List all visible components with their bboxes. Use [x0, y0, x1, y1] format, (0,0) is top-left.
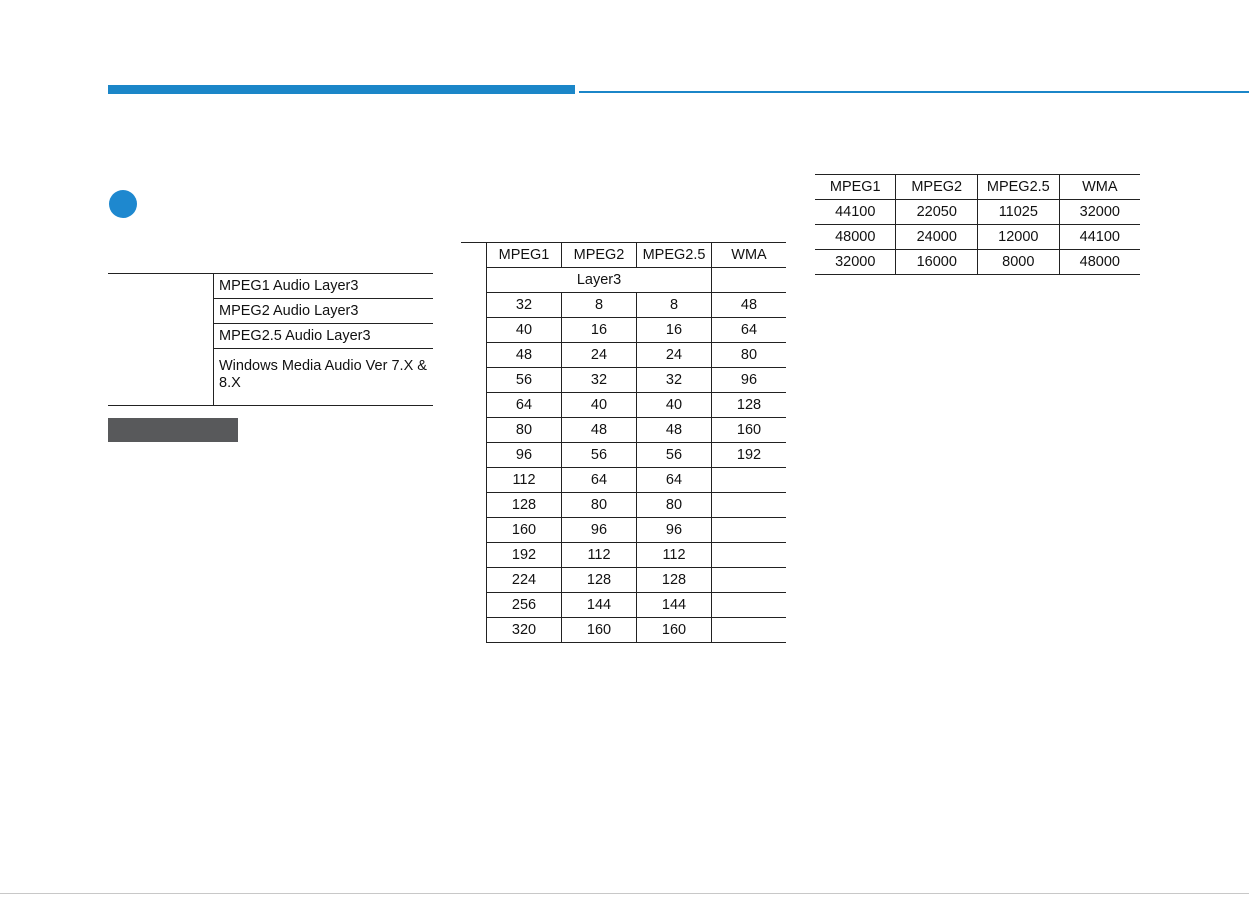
table-row: [108, 274, 433, 299]
table-row: [461, 418, 786, 443]
table-cell: [712, 493, 787, 518]
table-cell: 320: [487, 618, 562, 643]
table-cell: 32000: [1059, 200, 1140, 225]
table-cell: 44100: [815, 200, 896, 225]
table-cell: 96: [487, 443, 562, 468]
header-cell: MPEG1: [487, 243, 562, 268]
table-cell: 48: [637, 418, 712, 443]
table-row: [461, 343, 786, 368]
table-cell: 160: [637, 618, 712, 643]
format-cell: MPEG2.5 Audio Layer3: [214, 324, 434, 349]
table-row: [461, 368, 786, 393]
table-cell: 22050: [896, 200, 977, 225]
table-row: [815, 225, 1140, 250]
header-cell: MPEG2.5: [977, 175, 1059, 200]
table-cell: 160: [562, 618, 637, 643]
table-row: [461, 393, 786, 418]
table-cell: 12000: [977, 225, 1059, 250]
table-cell: 32: [487, 293, 562, 318]
table-row: [461, 618, 786, 643]
header-cell: WMA: [1059, 175, 1140, 200]
table-cell: 64: [637, 468, 712, 493]
table-cell: 128: [637, 568, 712, 593]
table-row: [461, 318, 786, 343]
table-cell: [712, 593, 787, 618]
table-cell: 144: [562, 593, 637, 618]
table-cell: 24: [637, 343, 712, 368]
layer-label-cell: Layer3: [487, 268, 712, 293]
page-bottom-rule: [0, 893, 1249, 894]
table-cell: 32: [562, 368, 637, 393]
table-cell: 80: [487, 418, 562, 443]
table-cell: 8000: [977, 250, 1059, 275]
table-cell: [712, 468, 787, 493]
table-cell: 48000: [815, 225, 896, 250]
table-cell: [712, 518, 787, 543]
table-row: [461, 293, 786, 318]
table-cell: 256: [487, 593, 562, 618]
table-header-row: [461, 243, 786, 268]
table-cell: 11025: [977, 200, 1059, 225]
table-cell: 112: [562, 543, 637, 568]
table-cell: 64: [487, 393, 562, 418]
table-row: [815, 200, 1140, 225]
table-cell: 56: [487, 368, 562, 393]
table-cell: 40: [487, 318, 562, 343]
table-cell: 112: [487, 468, 562, 493]
table-cell: [712, 568, 787, 593]
table-row: [461, 493, 786, 518]
header-cell: MPEG2: [562, 243, 637, 268]
table-row: [461, 443, 786, 468]
table-cell: 192: [712, 443, 787, 468]
table-row: [461, 543, 786, 568]
table-cell: 32000: [815, 250, 896, 275]
table-cell: 112: [637, 543, 712, 568]
table-cell: 144: [637, 593, 712, 618]
table-header-row: [815, 175, 1140, 200]
format-cell: Windows Media Audio Ver 7.X & 8.X: [214, 349, 434, 406]
section-tag-bar: [108, 418, 238, 442]
table-row: [461, 468, 786, 493]
format-cell: MPEG1 Audio Layer3: [214, 274, 434, 299]
table-cell: 8: [562, 293, 637, 318]
table-cell: 128: [562, 568, 637, 593]
table-cell: 24000: [896, 225, 977, 250]
section-bullet-icon: [109, 190, 137, 218]
header-accent-bar: [108, 85, 575, 94]
header-cell: MPEG2.5: [637, 243, 712, 268]
table-cell: 44100: [1059, 225, 1140, 250]
table-row: [461, 568, 786, 593]
table-cell: [712, 618, 787, 643]
header-cell: MPEG2: [896, 175, 977, 200]
format-label-cell: [108, 274, 214, 406]
table-cell: 16: [562, 318, 637, 343]
table-subheader-row: [461, 268, 786, 293]
format-cell: MPEG2 Audio Layer3: [214, 299, 434, 324]
table-cell: 160: [712, 418, 787, 443]
table-cell: 56: [637, 443, 712, 468]
table-cell: 224: [487, 568, 562, 593]
table-cell: 128: [712, 393, 787, 418]
header-cell: MPEG1: [815, 175, 896, 200]
table-cell: 80: [562, 493, 637, 518]
table-cell: 96: [637, 518, 712, 543]
table-cell: 32: [637, 368, 712, 393]
header-cell: WMA: [712, 243, 787, 268]
table-cell: 48: [562, 418, 637, 443]
table-cell: 40: [637, 393, 712, 418]
table-cell: 64: [712, 318, 787, 343]
table-cell: 16: [637, 318, 712, 343]
table-cell: 96: [712, 368, 787, 393]
table-cell: 160: [487, 518, 562, 543]
header-rule-line: [579, 91, 1249, 93]
table-cell: 48: [712, 293, 787, 318]
table-cell: 48000: [1059, 250, 1140, 275]
table-cell: 96: [562, 518, 637, 543]
empty-cell: [712, 268, 787, 293]
table-cell: 48: [487, 343, 562, 368]
table-cell: 8: [637, 293, 712, 318]
table-cell: 40: [562, 393, 637, 418]
table-cell: 16000: [896, 250, 977, 275]
table-row: [815, 250, 1140, 275]
table-cell: 128: [487, 493, 562, 518]
table-cell: [712, 543, 787, 568]
bitrate-table: [461, 242, 786, 643]
bitrate-side-label-cell: [461, 243, 487, 643]
supported-formats-table: [108, 273, 433, 406]
table-row: [461, 593, 786, 618]
table-cell: 24: [562, 343, 637, 368]
table-cell: 56: [562, 443, 637, 468]
sampling-rate-table: [815, 174, 1140, 275]
table-cell: 80: [637, 493, 712, 518]
table-cell: 192: [487, 543, 562, 568]
table-cell: 64: [562, 468, 637, 493]
table-row: [461, 518, 786, 543]
table-cell: 80: [712, 343, 787, 368]
